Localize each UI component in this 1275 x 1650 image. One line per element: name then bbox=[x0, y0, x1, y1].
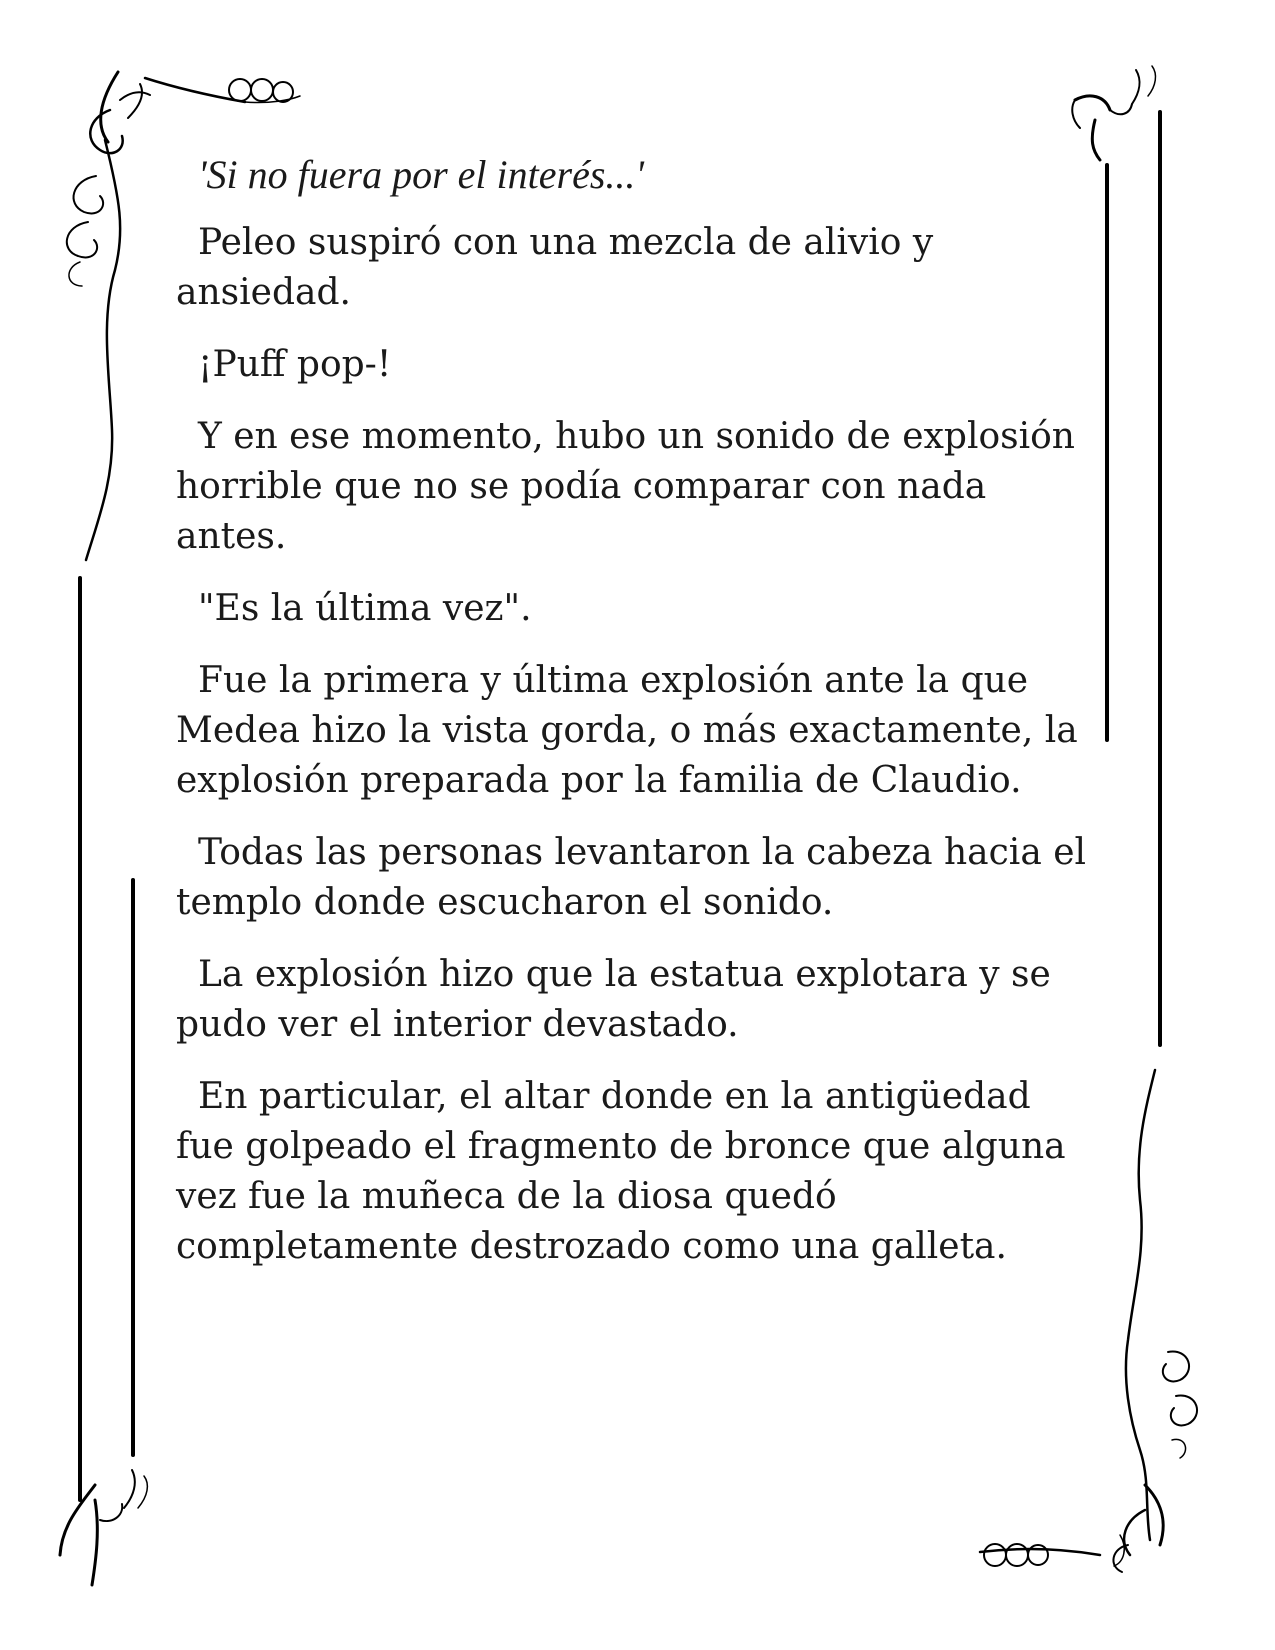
paragraph: ¡Puff pop-! bbox=[198, 344, 392, 385]
paragraph: Todas las personas levantaron la cabeza hacia el templo donde escucharon el sonido. bbox=[176, 832, 1087, 923]
paragraph: Y en ese momento, hubo un sonido de explosión horrible que no se podía comparar con nada antes. bbox=[176, 416, 1075, 557]
paragraph: En particular, el altar donde en la antigüedad fue golpeado el fragmento de bronce que alguna vez fue la muñeca de la diosa quedó completamente destrozado como una galleta. bbox=[176, 1076, 1066, 1267]
story-text bbox=[176, 150, 1096, 1294]
top-right-flourish bbox=[1072, 66, 1155, 160]
paragraph: Fue la primera y última explosión ante la que Medea hizo la vista gorda, o más exactamente, la explosión preparada por la familia de Claudio. bbox=[176, 660, 1078, 801]
bottom-left-flourish bbox=[60, 1470, 147, 1585]
paragraph: "Es la última vez". bbox=[198, 588, 532, 629]
thought-line: 'Si no fuera por el interés...' bbox=[198, 152, 644, 197]
paragraph: Peleo suspiró con una mezcla de alivio y ansiedad. bbox=[176, 222, 934, 313]
paragraph: La explosión hizo que la estatua explotara y se pudo ver el interior devastado. bbox=[176, 954, 1051, 1045]
